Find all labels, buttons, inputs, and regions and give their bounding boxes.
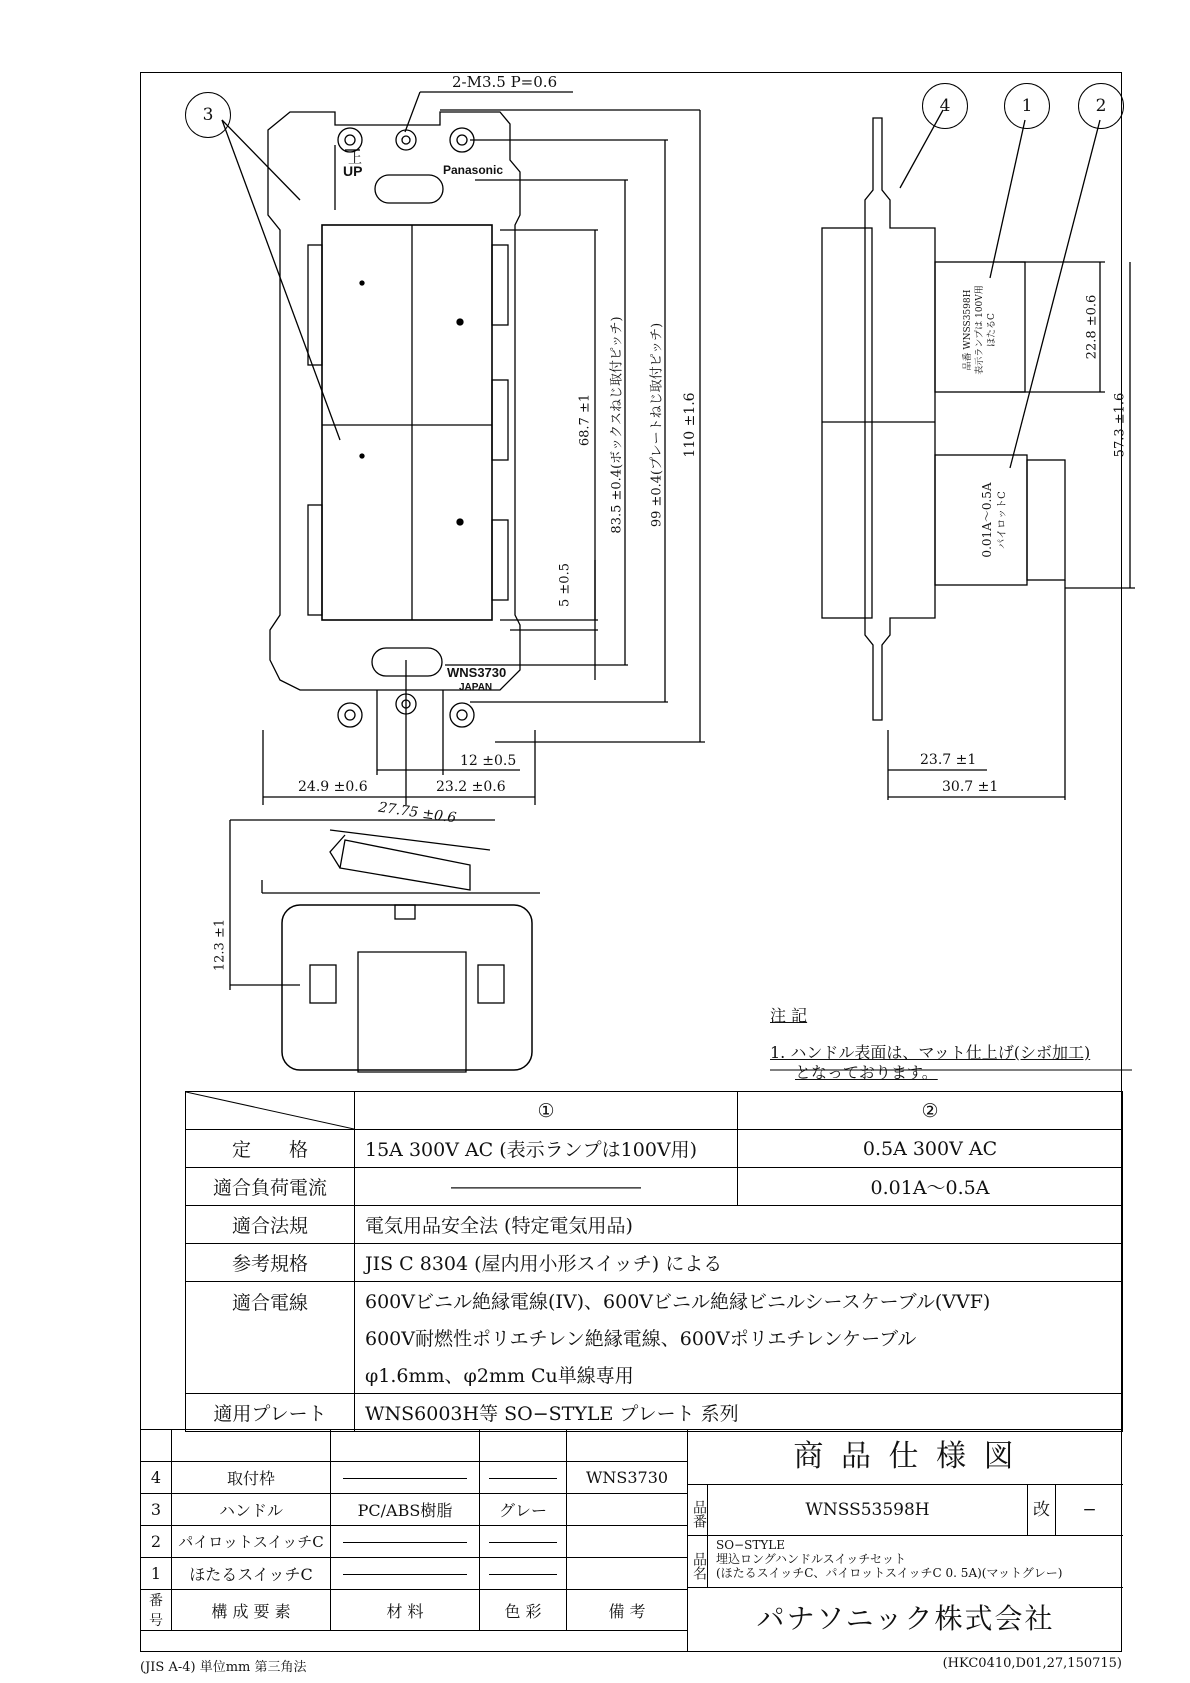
bom-empty — [331, 1430, 480, 1462]
side-label-1 — [962, 285, 998, 375]
dim-573: 57.3 ±1.6 — [1112, 392, 1128, 458]
bom-header: 番号 — [141, 1590, 172, 1631]
title-text: 商 品 仕 様 図 — [688, 1430, 1123, 1485]
bom-color — [480, 1462, 567, 1494]
spec-row-label: 適合法規 — [186, 1206, 355, 1244]
bom-note — [567, 1558, 688, 1590]
dim-228: 22.8 ±0.6 — [1084, 294, 1100, 360]
bom-empty — [172, 1430, 331, 1462]
spec-cell: 600V耐燃性ポリエチレン絶縁電線、600Vポリエチレンケーブル — [355, 1319, 1123, 1356]
spec-row-label: 適合電線 — [186, 1282, 355, 1394]
hinmei-line: 埋込ロングハンドルスイッチセット — [716, 1552, 906, 1566]
bom-part: 取付枠 — [172, 1462, 331, 1494]
callout-3: 3 — [185, 92, 231, 138]
side-view — [822, 110, 1135, 800]
spec-cell: φ1.6mm、φ2mm Cu単線専用 — [355, 1356, 1123, 1394]
bom-color — [480, 1526, 567, 1558]
side-label-1-line3: ほたるC — [987, 313, 997, 347]
bom-material — [331, 1526, 480, 1558]
dim-68: 68.7 ±1 — [577, 393, 593, 447]
bom-no: 1 — [141, 1558, 172, 1590]
diagonal-line — [186, 1092, 354, 1129]
bom-note — [567, 1494, 688, 1526]
side-label-1-line2: 表示ランプは 100V用 — [975, 285, 985, 375]
bom-part: パイロットスイッチC — [172, 1526, 331, 1558]
side-label-2 — [979, 482, 1011, 557]
bom-material: PC/ABS樹脂 — [331, 1494, 480, 1526]
screw-label: 2-M3.5 P=0.6 — [452, 73, 558, 91]
spec-row-label: 定 格 — [186, 1130, 355, 1168]
spec-table — [185, 1091, 1123, 1432]
notes-title: 注 記 — [770, 1006, 808, 1025]
spec-col1-header: ① — [355, 1092, 738, 1130]
dim-83: 83.5 ±0.4(ボックスねじ取付ピッチ) — [609, 316, 625, 534]
spec-cell: 電気用品安全法 (特定電気用品) — [355, 1206, 1123, 1244]
notes-line1: 1. ハンドル表面は、マット仕上げ(シボ加工) — [770, 1043, 1091, 1062]
bom-material — [331, 1558, 480, 1590]
bom-material — [331, 1462, 480, 1494]
callout-2: 2 — [1078, 83, 1124, 129]
notes-line2: となっております。 — [795, 1063, 938, 1082]
bom-color: グレー — [480, 1494, 567, 1526]
up-label-jp: 上 — [348, 151, 362, 167]
bom-part: ほたるスイッチC — [172, 1558, 331, 1590]
hinban-value: WNSS53598H — [708, 1484, 1028, 1536]
callout-1: 1 — [1004, 83, 1050, 129]
bottom-view — [230, 820, 540, 1072]
hinban-label: 品番 — [688, 1484, 708, 1536]
spec-cell: WNS6003H等 SO−STYLE プレート 系列 — [355, 1394, 1123, 1432]
bom-header: 構 成 要 素 — [172, 1590, 331, 1631]
spec-col2-header: ② — [738, 1092, 1123, 1130]
front-view — [222, 92, 705, 805]
dim-232: 23.2 ±0.6 — [436, 779, 506, 795]
dim-99: 99 ±0.4(プレートねじ取付ピッチ) — [649, 322, 665, 528]
dim-249: 24.9 ±0.6 — [298, 779, 368, 795]
kai-label: 改 — [1028, 1484, 1056, 1536]
title-block — [687, 1429, 1122, 1652]
dim-12: 12 ±0.5 — [460, 753, 517, 769]
bom-no: 2 — [141, 1526, 172, 1558]
spec-cell: 15A 300V AC (表示ランプは100V用) — [355, 1130, 738, 1168]
spec-cell: 0.5A 300V AC — [738, 1130, 1123, 1168]
spec-cell: 0.01A〜0.5A — [738, 1168, 1123, 1206]
bom-empty — [480, 1430, 567, 1462]
side-label-2-line2: パイロットC — [997, 491, 1008, 549]
dim-307: 30.7 ±1 — [942, 779, 999, 795]
spec-cell: 600Vビニル絶縁電線(IV)、600Vビニル絶縁ビニルシースケーブル(VVF) — [355, 1282, 1123, 1320]
spec-row-label: 参考規格 — [186, 1244, 355, 1282]
bom-color — [480, 1558, 567, 1590]
frame-code: WNS3730 — [447, 665, 507, 680]
origin-label: JAPAN — [459, 682, 493, 693]
up-label: UP — [343, 163, 363, 179]
company-name: パナソニック株式会社 — [756, 1602, 1055, 1635]
side-label-2-line1: 0.01A〜0.5A — [980, 482, 994, 558]
bom-no: 3 — [141, 1494, 172, 1526]
bom-part: ハンドル — [172, 1494, 331, 1526]
hinmei-label: 品名 — [688, 1536, 708, 1588]
bom-note — [567, 1526, 688, 1558]
spec-corner-cell — [186, 1092, 355, 1130]
spec-cell: ―――――――――― — [355, 1168, 738, 1206]
dim-110: 110 ±1.6 — [682, 392, 698, 458]
footer-right: (HKC0410,D01,27,150715) — [942, 1656, 1122, 1671]
bom-header: 色 彩 — [480, 1590, 567, 1631]
callout-4: 4 — [922, 83, 968, 129]
spec-row-label: 適用プレート — [186, 1394, 355, 1432]
dim-5: 5 ±0.5 — [557, 563, 573, 607]
spec-cell: JIS C 8304 (屋内用小形スイッチ) による — [355, 1244, 1123, 1282]
bom-note: WNS3730 — [567, 1462, 688, 1494]
bom-empty — [141, 1430, 172, 1462]
bom-empty — [567, 1430, 688, 1462]
footer-left: (JIS A-4) 単位mm 第三角法 — [140, 1660, 307, 1675]
dim-123: 12.3 ±1 — [212, 918, 228, 972]
bom-header: 備 考 — [567, 1590, 688, 1631]
hinmei-line: (ほたるスイッチC、パイロットスイッチC 0. 5A)(マットグレー) — [716, 1566, 1063, 1580]
hinmei-value — [708, 1536, 1123, 1588]
bom-table — [140, 1429, 688, 1631]
dim-237: 23.7 ±1 — [920, 752, 977, 768]
spec-row-label: 適合負荷電流 — [186, 1168, 355, 1206]
side-label-1-line1: 品番 WNSS3598H — [963, 289, 973, 371]
bom-no: 4 — [141, 1462, 172, 1494]
hinmei-line: SO−STYLE — [716, 1538, 785, 1552]
bom-header: 材 料 — [331, 1590, 480, 1631]
dim-2775: 27.75 ±0.6 — [377, 799, 458, 827]
kai-value: − — [1056, 1484, 1123, 1536]
brand-logo: Panasonic — [443, 163, 504, 177]
